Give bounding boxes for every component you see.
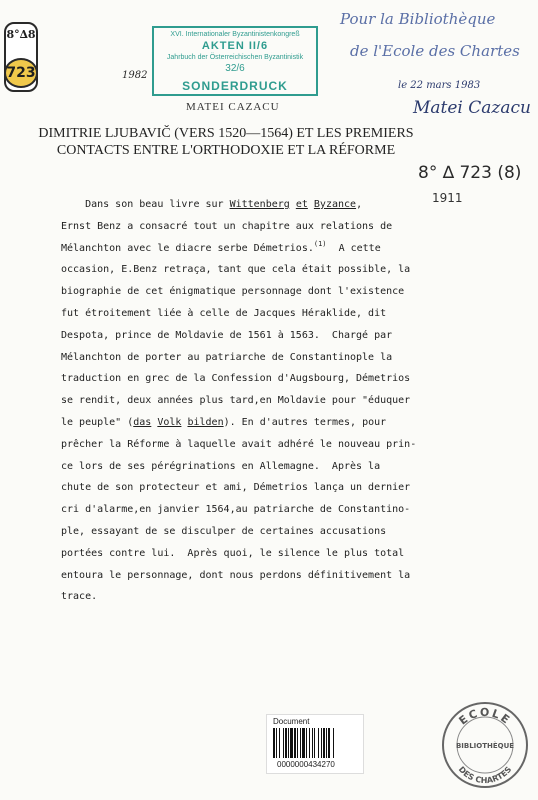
stamp-line-2: AKTEN II/6 [201,40,269,52]
barcode-bar [300,728,301,758]
handwritten-year: 1982 [122,70,148,81]
body-line: Mélanchton de porter au patriarche de Constantinople la [61,351,393,363]
barcode-bar [321,728,322,758]
underlined-title: Wittenberg [229,199,290,210]
barcode-bar [323,728,325,758]
body-line: Despota, prince de Moldavie de 1561 à 1563. Chargé par [61,329,393,341]
body-line: chute de son protecteur et ami, Démetrios lança un dernier [61,482,411,494]
body-line: biographie de cet énigmatique personnage dont l'existence [61,286,405,298]
body-line: Ernst Benz a consacré tout un chapitre aux relations de [61,220,393,232]
barcode-bar [314,728,315,758]
barcode-bar [279,728,280,758]
stamp-line-4: 32/6 [225,63,245,74]
barcode-bar [285,728,287,758]
barcode-bar [333,728,334,758]
underlined-phrase: Volk [157,416,182,428]
body-line: ple, essayant de se disculper de certaines accusations [61,525,387,537]
barcode-bar [283,728,284,758]
round-stamp-bottom: DES CHARTES [456,764,514,786]
barcode-bar [276,728,277,758]
congress-stamp [152,26,318,96]
article-body [61,194,461,608]
round-stamp-top: ECOLE [456,705,514,728]
underlined-phrase: das [133,416,152,428]
body-line: fut étroitement liée à celle de Jacques Héraklide, dit [61,307,387,319]
author-name: MATEI CAZACU [186,101,280,113]
library-shelf-label [4,22,38,92]
barcode-bar [328,728,330,758]
barcode-title: Document [273,717,310,726]
barcode-bar [294,728,296,758]
body-line: portées contre lui. Après quoi, le silence le plus total [61,547,405,559]
body-line: ce lors de ses pérégrinations en Allemagne. Après la [61,460,381,472]
barcode-bar [288,728,289,758]
barcode-bar [318,728,319,758]
underlined-title: Byzance [313,199,357,210]
barcode-bar [297,728,298,758]
body-line: trace. [61,591,98,603]
handwritten-dedication-line-2: de l'Ecole des Chartes [350,42,520,60]
barcode-bar [326,728,327,758]
body-line: Dans son beau livre sur Wittenberg et Byzance, [61,199,363,210]
barcode-label [266,714,364,774]
barcode-bar [290,728,293,758]
body-line: se rendit, deux années plus tard,en Moldavie pour "éduquer [61,395,411,407]
barcode-bar [309,728,310,758]
handwritten-dedication-line-1: Pour la Bibliothèque [340,10,496,28]
article-title-line-2: CONTACTS ENTRE L'ORTHODOXIE ET LA RÉFORME [56,143,396,158]
body-line: le peuple" (das Volk bilden). En d'autres termes, pour [61,416,387,428]
underlined-title: et [295,199,308,210]
shelf-label-top: 8°∆8 [6,28,36,41]
handwritten-signature: Matei Cazacu [413,98,531,118]
round-stamp-middle: BIBLIOTHÈQUE [455,742,515,750]
barcode-number: 0000000434270 [277,760,335,769]
body-line: prêcher la Réforme à laquelle avait adhéré le nouveau prin- [61,438,417,450]
body-line: traduction en grec de la Confession d'Augsbourg, Démetrios [61,373,411,385]
stamp-line-5: SONDERDRUCK [182,79,288,93]
body-line: entoura le personnage, dont nous perdons définitivement la [61,569,411,581]
barcode-bar [273,728,275,758]
barcode-bar [302,728,305,758]
shelf-label-number: 723 [4,58,38,88]
barcode-bars [273,728,359,758]
underlined-phrase: bilden [187,416,224,428]
library-round-stamp [440,700,530,790]
body-line: cri d'alarme,en janvier 1564,au patriarche de Constantino- [61,504,411,516]
handwritten-shelfmark: 8° ∆ 723 (8) [418,163,522,183]
stamp-line-3: Jahrbuch der Österreichischen Byzantinistik [166,54,304,61]
article-title-line-1: DIMITRIE LJUBAVIČ (VERS 1520—1564) ET LES PREMIERS [38,126,414,141]
body-line: Mélanchton avec le diacre serbe Démetrios.$^{(1)}$ A cette [61,239,381,254]
barcode-bar [306,728,307,758]
barcode-bar [312,728,313,758]
body-line: occasion, E.Benz retraça, tant que cela était possible, la [61,264,411,276]
stamp-line-1: XVI. Internationaler Byzantinistenkongreß [170,31,300,38]
footnote-ref: (1) [313,239,327,248]
handwritten-number: 1911 [432,191,463,205]
handwritten-date: le 22 mars 1983 [398,80,481,91]
